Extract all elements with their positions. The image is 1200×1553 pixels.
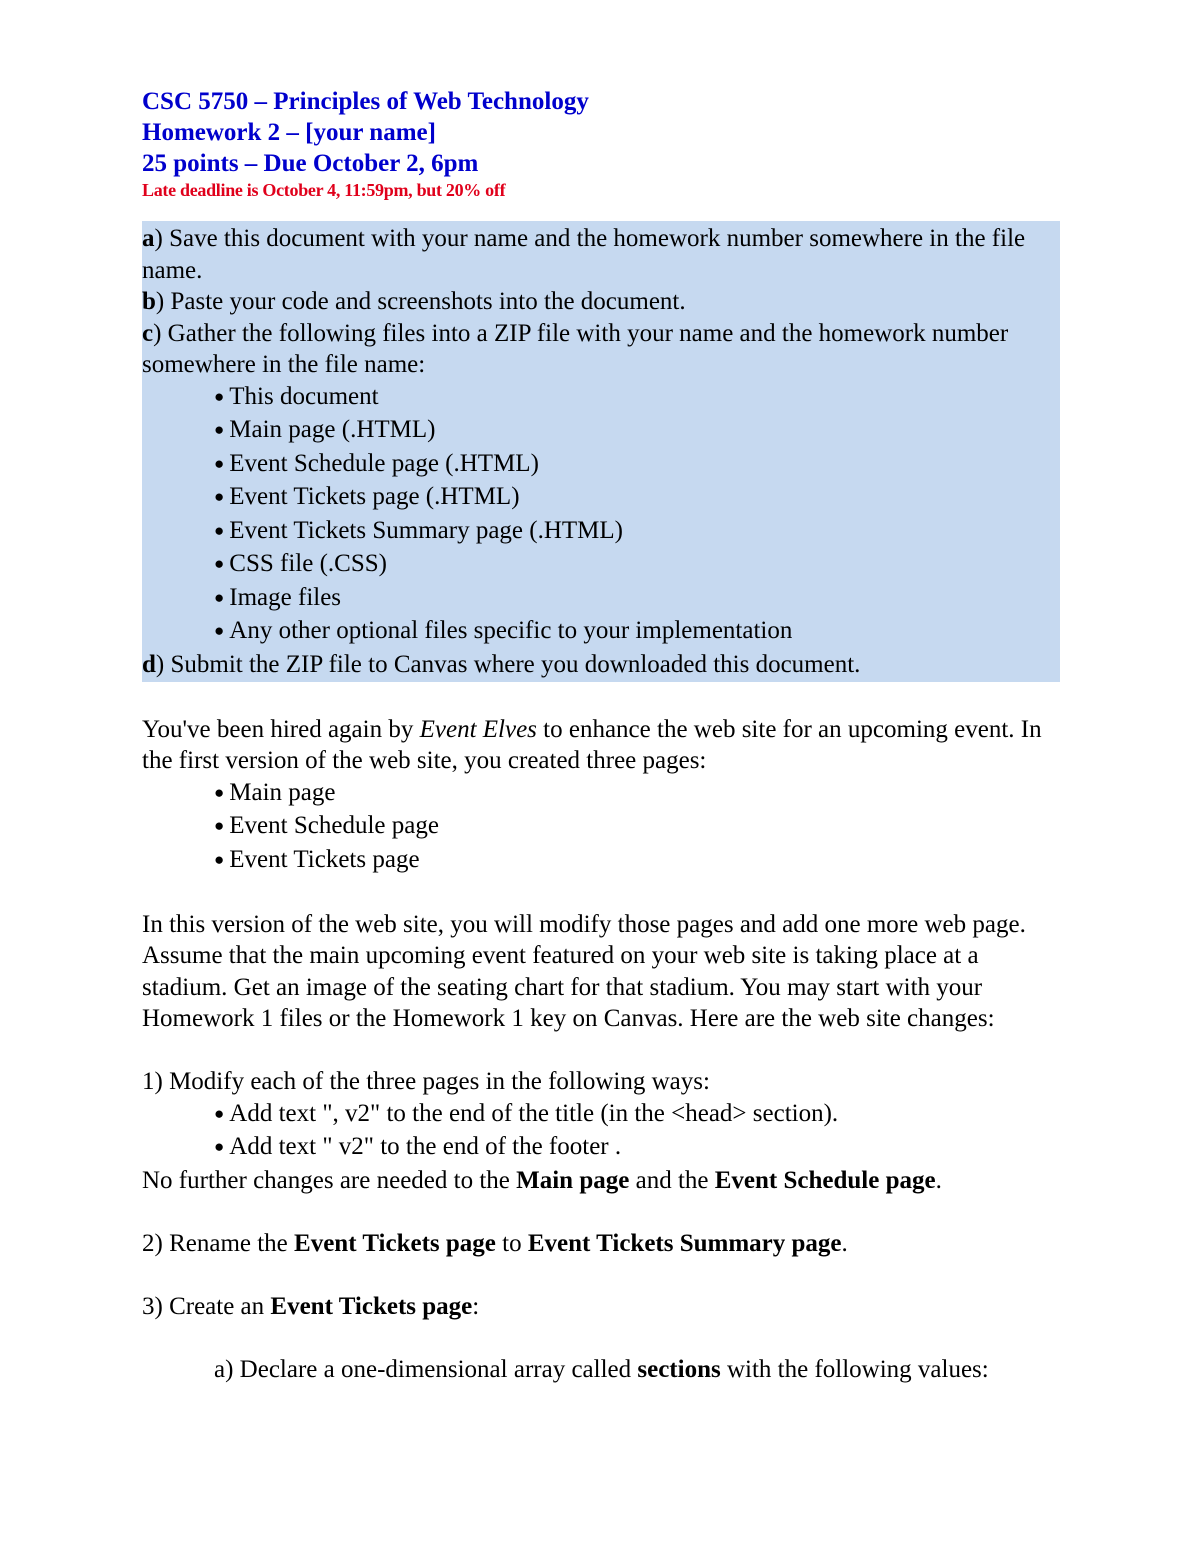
step-1-note: No further changes are needed to the Main page and the Event Schedule page.	[142, 1166, 942, 1194]
version-paragraph: In this version of the web site, you will modify those pages and add one more web page. Assume that the main upcoming event featured on your web site is taking place at a stadium. Get an image of the seating chart for that stadium. You may start with your Homework 1 files or the Homework 1 key on Canvas. Here are the web site changes:	[142, 910, 1026, 1032]
step-1: 1) Modify each of the three pages in the following ways:	[142, 1068, 710, 1095]
list-item: ● Any other optional files specific to your implementation	[214, 615, 1060, 649]
list-item: ● Image files	[214, 582, 1060, 616]
late-deadline: Late deadline is October 4, 11:59pm, but 20% off	[142, 180, 506, 200]
list-item: ● CSS file (.CSS)	[214, 548, 1060, 582]
list-item: ● Add text ", v2" to the end of the title (in the <head> section).	[214, 1098, 1060, 1132]
list-item: ● Event Tickets page	[214, 844, 1060, 878]
instruction-b: b) Paste your code and screenshots into the document.	[142, 288, 686, 315]
instruction-c: c) Gather the following files into a ZIP file with your name and the homework number somewhere in the file name:	[142, 319, 1009, 378]
list-item: ● Event Tickets page (.HTML)	[214, 481, 1060, 515]
step-1-list	[142, 1098, 1060, 1165]
pages-list	[142, 777, 1060, 878]
points-due: 25 points – Due October 2, 6pm	[142, 150, 479, 177]
zip-file-list	[142, 381, 1060, 649]
document-content	[142, 86, 1060, 1385]
instruction-d: d) Submit the ZIP file to Canvas where you downloaded this document.	[142, 650, 861, 678]
step-3: 3) Create an Event Tickets page:	[142, 1292, 480, 1320]
step-2: 2) Rename the Event Tickets page to Event Tickets Summary page.	[142, 1229, 848, 1257]
list-item: ● Main page	[214, 777, 1060, 811]
instructions-box	[142, 221, 1060, 682]
step-3a: a) Declare a one-dimensional array called sections with the following values:	[214, 1355, 989, 1383]
homework-title: Homework 2 – [your name]	[142, 119, 436, 146]
course-title: CSC 5750 – Principles of Web Technology	[142, 88, 589, 115]
instruction-a: a) Save this document with your name and the homework number somewhere in the file name.	[142, 225, 1026, 284]
body-text	[142, 682, 1060, 1385]
list-item: ● Event Schedule page (.HTML)	[214, 448, 1060, 482]
company-name: Event Elves	[419, 715, 537, 743]
list-item: ● Event Tickets Summary page (.HTML)	[214, 515, 1060, 549]
list-item: ● This document	[214, 381, 1060, 415]
intro-paragraph: You've been hired again by Event Elves to enhance the web site for an upcoming event. In the first version of the web site, you created three pages:	[142, 715, 1042, 774]
list-item: ● Main page (.HTML)	[214, 414, 1060, 448]
list-item: ● Event Schedule page	[214, 810, 1060, 844]
list-item: ● Add text " v2" to the end of the footer .	[214, 1131, 1060, 1165]
